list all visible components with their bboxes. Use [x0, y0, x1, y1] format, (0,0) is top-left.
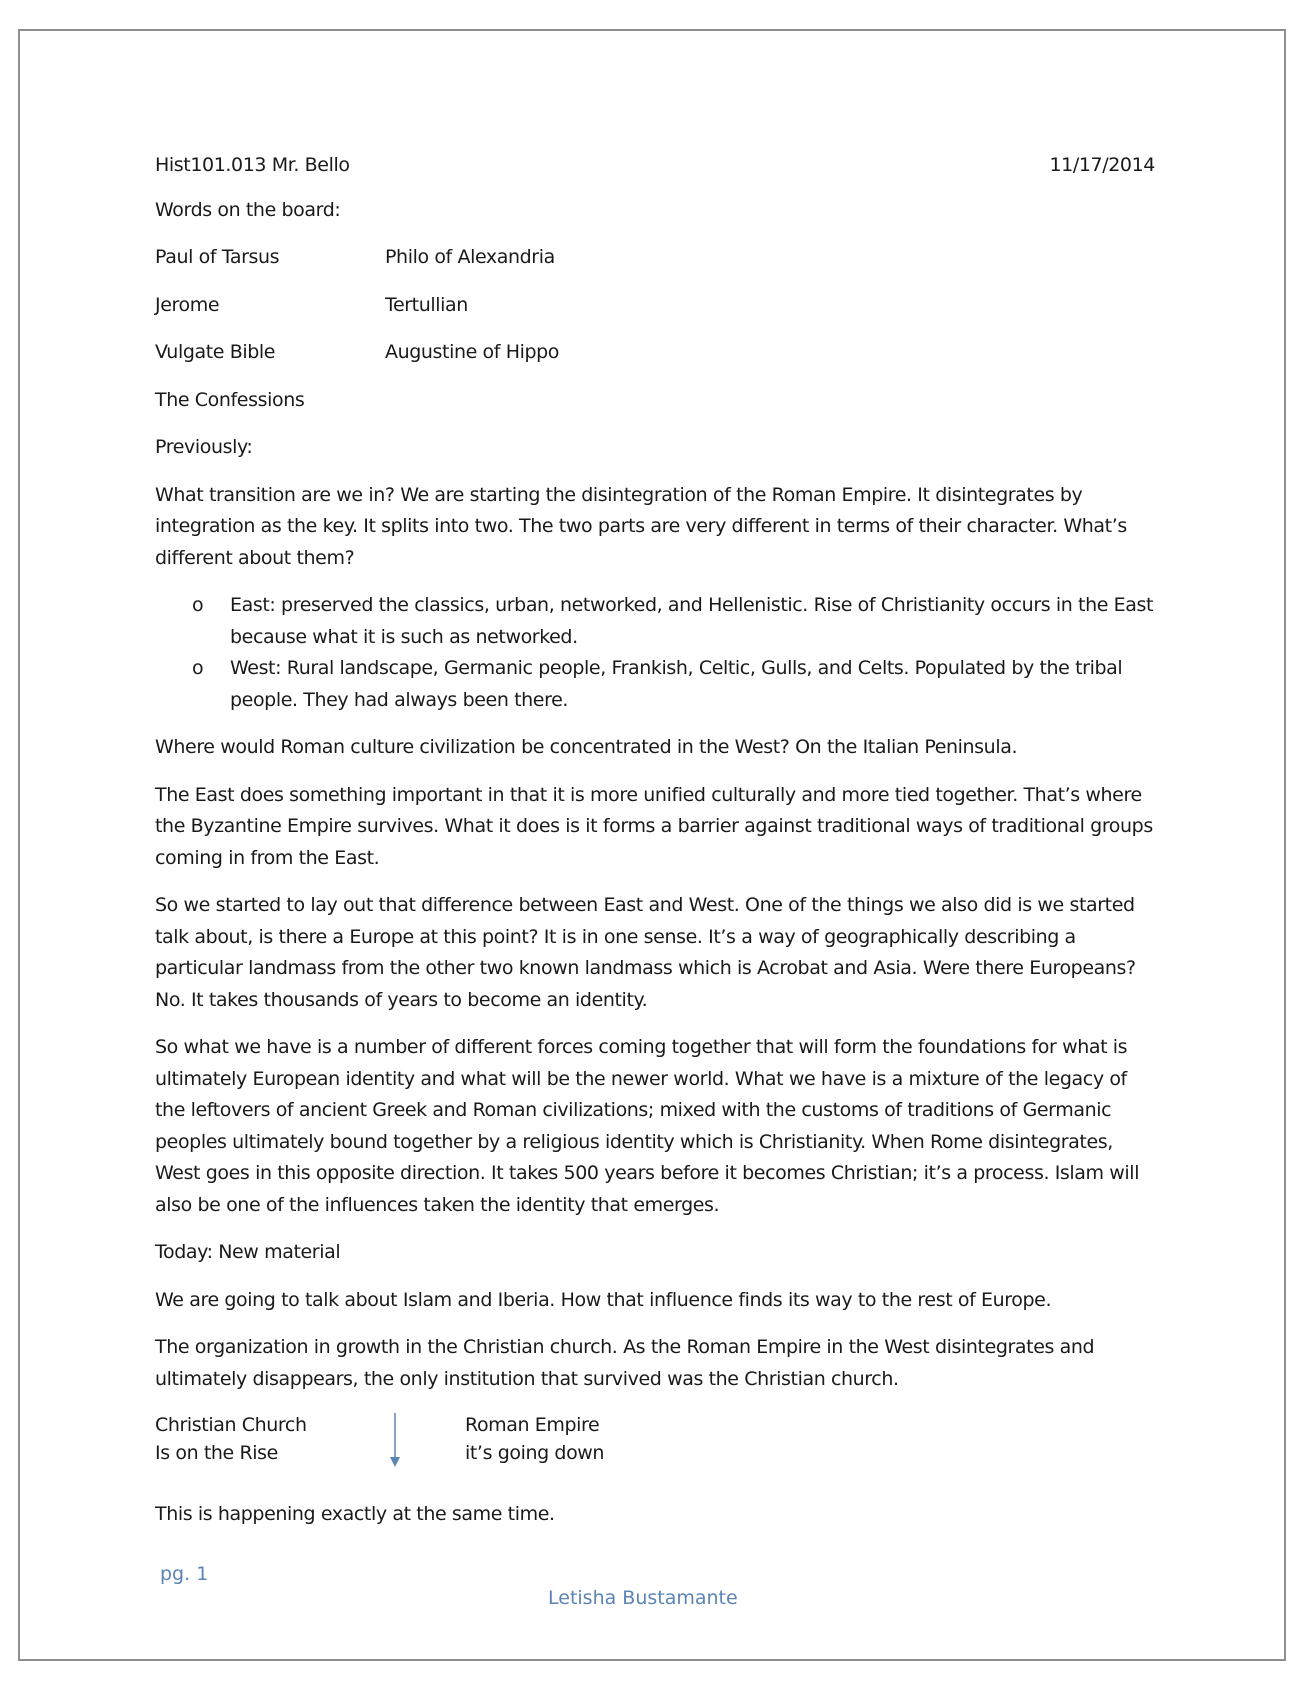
paragraph: The East does something important in that it is more unified culturally and more tied together. That’s where the Byzantine Empire survives. What it does is it forms a barrier against traditional ways of traditional groups coming in from the East.	[155, 783, 1153, 869]
church-line: Christian Church	[155, 1414, 307, 1436]
board-heading: Words on the board:	[155, 198, 341, 221]
rise-fall-diagram	[155, 1411, 1155, 1471]
page-number: pg. 1	[160, 1563, 209, 1585]
bullet-marker: o	[192, 594, 204, 616]
board-term: Tertullian	[385, 293, 468, 316]
empire-label	[465, 1411, 604, 1467]
paragraph: What transition are we in? We are starting the disintegration of the Roman Empire. It disintegrates by integration as the key. It splits into two. The two parts are very different in terms of their character. What’s different about them?	[155, 483, 1127, 569]
course-line	[155, 150, 1155, 182]
paragraph: So what we have is a number of different forces coming together that will form the foundations for what is ultimately European identity and what will be the newer world. What we have is a mixture of the legacy of the leftovers of ancient Greek and Roman civilizations; mixed with the customs of traditions of Germanic peoples ultimately bound together by a religious identity which is Christianity. When Rome disintegrates, West goes in this opposite direction. It takes 500 years before it becomes Christian; it’s a process. Islam will also be one of the influences taken the identity that emerges.	[155, 1036, 1140, 1216]
list-item-text: East: preserved the classics, urban, networked, and Hellenistic. Rise of Christianity occurs in the East because what it is such as networked.	[230, 594, 1154, 648]
author-name: Letisha Bustamante	[548, 1587, 738, 1609]
board-row	[155, 337, 1155, 369]
church-line: Is on the Rise	[155, 1442, 278, 1464]
down-arrow-icon	[375, 1411, 465, 1471]
board-row	[155, 242, 1155, 274]
board-term: The Confessions	[155, 388, 305, 411]
empire-line: Roman Empire	[465, 1414, 600, 1436]
previously-heading: Previously:	[155, 436, 253, 458]
course-label: Hist101.013 Mr. Bello	[155, 154, 350, 176]
bullet-marker: o	[192, 657, 204, 679]
board-row	[155, 290, 1155, 322]
board-term: Paul of Tarsus	[155, 246, 280, 268]
board-term: Philo of Alexandria	[385, 246, 555, 268]
list-item	[192, 653, 1155, 716]
board-row	[155, 385, 1155, 417]
list-item-text: West: Rural landscape, Germanic people, Frankish, Celtic, Gulls, and Celts. Populated by the tribal people. They had always been there.	[230, 657, 1123, 711]
paragraph: So we started to lay out that difference between East and West. One of the things we also did is we started talk about, is there a Europe at this point? It is in one sense. It’s a way of geographically describing a particular landmass from the other two known landmass which is Acrobat and Asia. Were there Europeans? No. It takes thousands of years to become an identity.	[155, 894, 1136, 1011]
board-term: Augustine of Hippo	[385, 341, 560, 363]
bullet-list	[155, 590, 1155, 716]
empire-line: it’s going down	[465, 1442, 605, 1464]
date-label: 11/17/2014	[1049, 154, 1155, 176]
paragraph: We are going to talk about Islam and Iberia. How that influence finds its way to the rest of Europe.	[155, 1288, 1052, 1311]
list-item	[192, 590, 1155, 653]
paragraph: Where would Roman culture civilization be concentrated in the West? On the Italian Peninsula.	[155, 736, 1018, 758]
document-body	[155, 150, 1155, 1547]
church-label	[155, 1411, 375, 1467]
board-term: Vulgate Bible	[155, 341, 276, 363]
today-heading: Today: New material	[155, 1241, 341, 1263]
board-term: Jerome	[155, 293, 220, 316]
paragraph: This is happening exactly at the same time.	[155, 1503, 555, 1525]
paragraph: The organization in growth in the Christian church. As the Roman Empire in the West disintegrates and ultimately disappears, the only institution that survived was the Christian church.	[155, 1336, 1095, 1390]
